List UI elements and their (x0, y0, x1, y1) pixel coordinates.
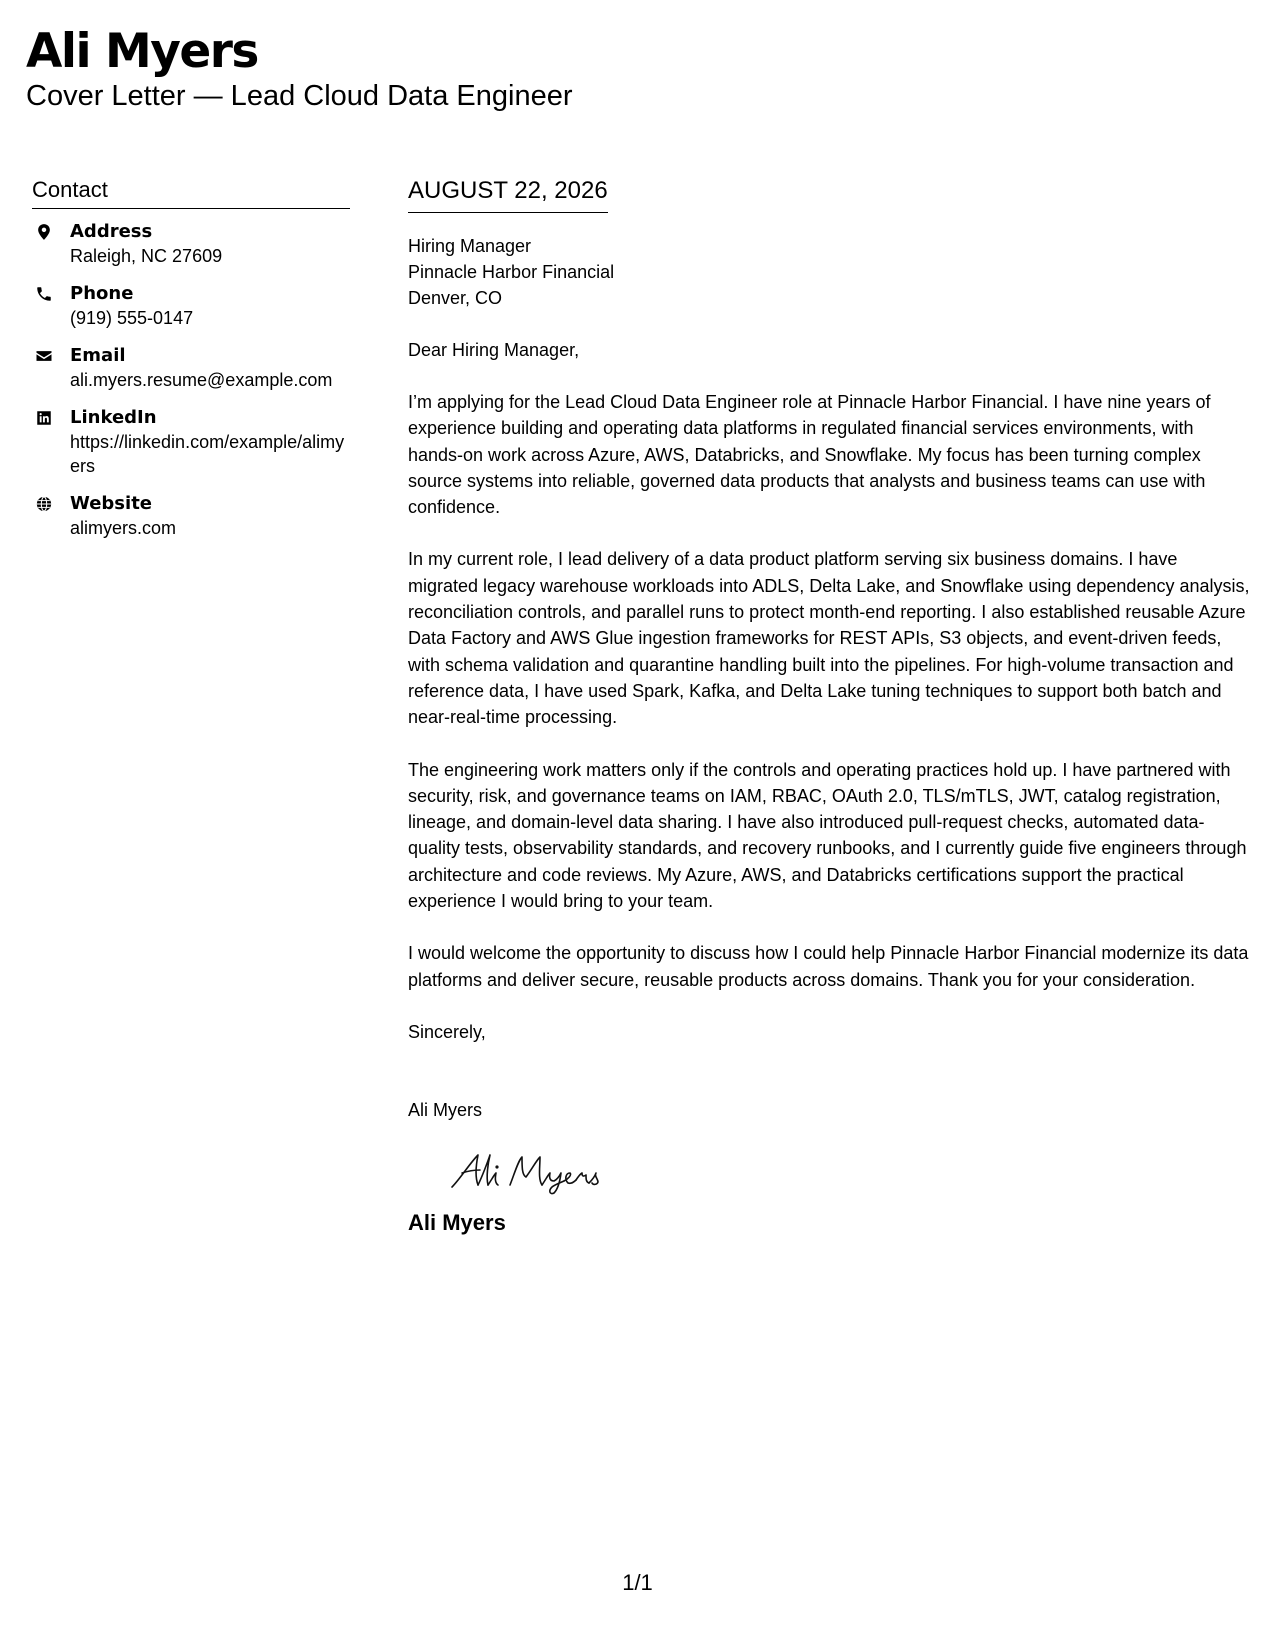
signature-name-bold: Ali Myers (408, 1209, 506, 1235)
page-number: 1/1 (622, 1570, 653, 1595)
contact-sidebar (32, 176, 350, 554)
letter-paragraph-3: The engineering work matters only if the controls and operating practices hold up. I have partnered with security, risk, and governance teams on IAM, RBAC, OAuth 2.0, TLS/mTLS, JWT, catalog registration, lineage, and domain-level data sharing. I have also introduced pull-request checks, automated data-quality tests, observability standards, and recovery runbooks, and I currently guide five engineers through architecture and code reviews. My Azure, AWS, and Databricks certifications support the practical experience I would bring to your team. (408, 759, 1247, 912)
recipient-company: Pinnacle Harbor Financial (408, 262, 615, 282)
letter-paragraph-2: In my current role, I lead delivery of a data product platform serving six business domains. I have migrated legacy warehouse workloads into ADLS, Delta Lake, and Snowflake using dependency analysis, reconciliation controls, and parallel runs to protect month-end reporting. I also established reusable Azure Data Factory and AWS Glue ingestion frameworks for REST APIs, S3 objects, and event-driven feeds, with schema validation and quarantine handling built into the pipelines. For high-volume transaction and reference data, I have used Spark, Kafka, and Delta Lake tuning techniques to support both batch and near-real-time processing. (408, 549, 1250, 728)
globe-icon (35, 495, 53, 513)
contact-value-email[interactable]: ali.myers.resume@example.com (70, 370, 333, 390)
contact-value-phone: (919) 555-0147 (70, 308, 194, 328)
salutation: Dear Hiring Manager, (408, 340, 580, 360)
contact-value-website[interactable]: alimyers.com (70, 518, 177, 538)
contact-item-phone (32, 282, 350, 330)
contact-label-linkedin: LinkedIn (70, 407, 157, 428)
signer-name: Ali Myers (408, 1099, 483, 1120)
contact-list (32, 220, 350, 540)
closing: Sincerely, (408, 1021, 486, 1042)
contact-item-address (32, 220, 350, 268)
letter-date: AUGUST 22, 2026 (408, 176, 608, 213)
document-title: Cover Letter — Lead Cloud Data Engineer (26, 80, 573, 112)
letter-body (408, 176, 1250, 1237)
recipient-block (408, 233, 1250, 311)
envelope-icon (35, 347, 53, 365)
letter-paragraph-4: I would welcome the opportunity to discuss how I could help Pinnacle Harbor Financial modernize its data platforms and deliver secure, reusable products across domains. Thank you for your consideration. (408, 943, 1249, 990)
recipient-title: Hiring Manager (408, 236, 532, 256)
contact-label-address: Address (70, 221, 153, 242)
contact-heading: Contact (32, 176, 350, 209)
contact-item-website (32, 492, 350, 540)
phone-icon (35, 285, 53, 303)
contact-item-email (32, 344, 350, 392)
map-pin-icon (35, 223, 53, 241)
contact-value-linkedin[interactable]: https://linkedin.com/example/alimyers (70, 432, 345, 476)
letter-paragraph-1: I’m applying for the Lead Cloud Data Engineer role at Pinnacle Harbor Financial. I have nine years of experience building and operating data platforms in regulated financial services environments, with hands-on work across Azure, AWS, Databricks, and Snowflake. My focus has been turning complex source systems into reliable, governed data products that analysts and business teams can use with confidence. (408, 392, 1211, 518)
contact-value-address: Raleigh, NC 27609 (70, 246, 223, 266)
contact-label-phone: Phone (70, 283, 134, 304)
contact-item-linkedin (32, 406, 350, 478)
applicant-name: Ali Myers (26, 24, 258, 79)
header (26, 24, 572, 113)
handwritten-signature (448, 1147, 638, 1197)
contact-label-email: Email (70, 345, 126, 366)
contact-label-website: Website (70, 493, 153, 514)
linkedin-icon (35, 409, 53, 427)
recipient-location: Denver, CO (408, 288, 503, 308)
